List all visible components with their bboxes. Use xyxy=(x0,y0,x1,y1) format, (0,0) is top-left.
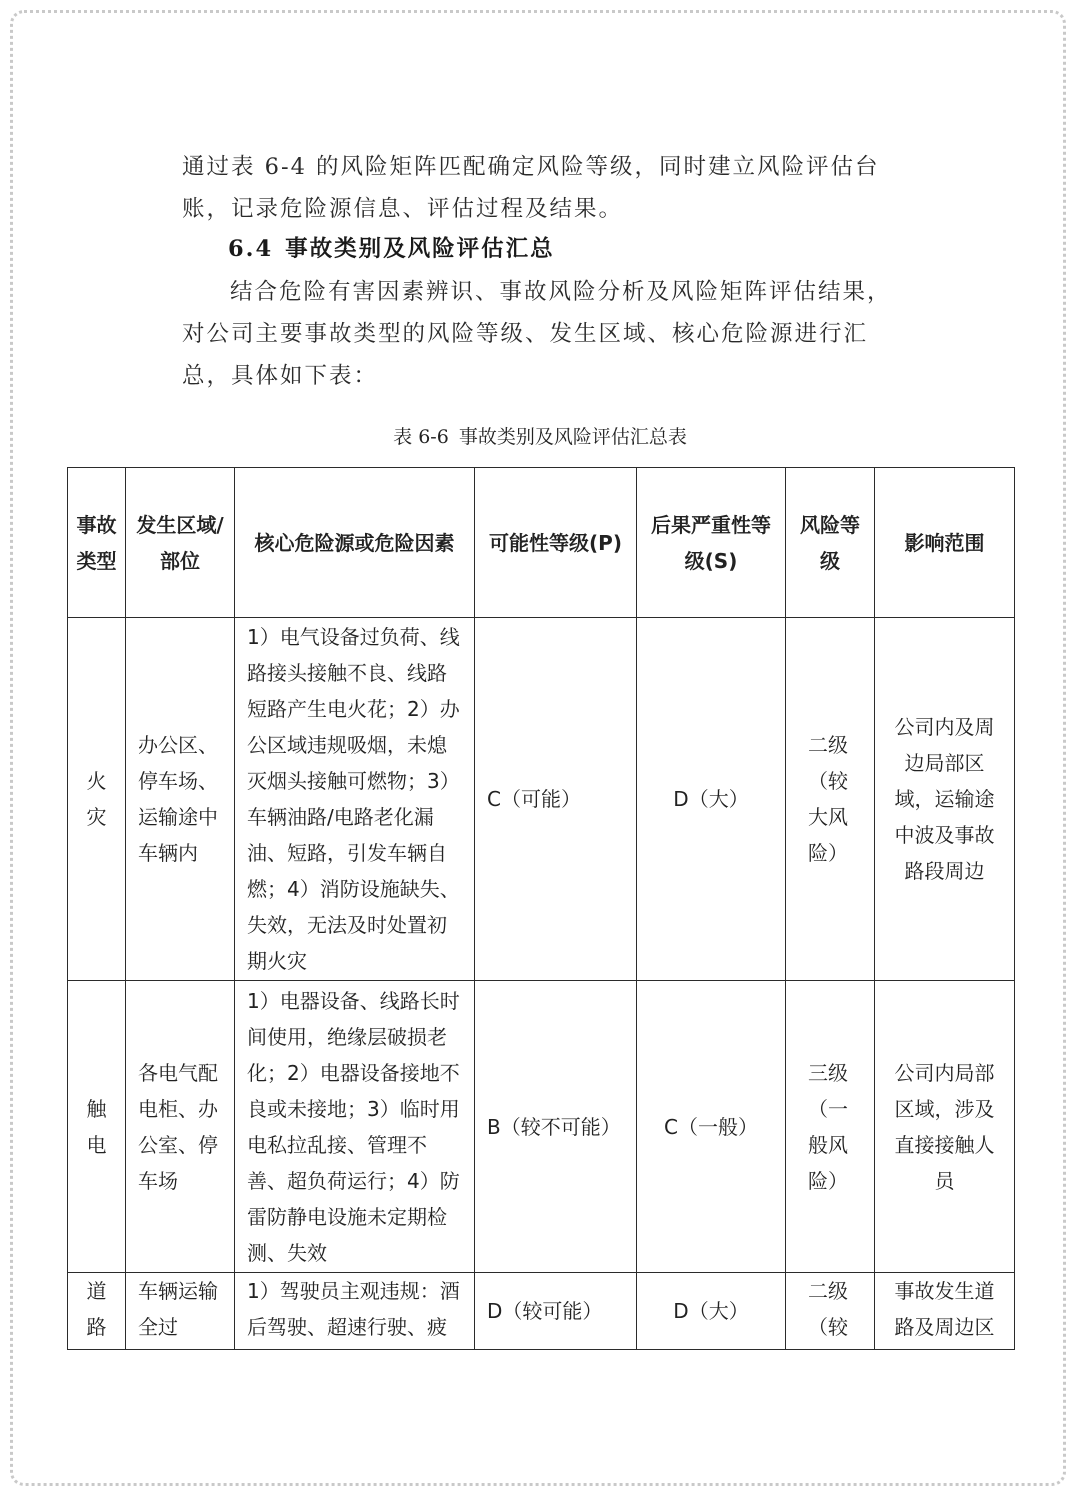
risk-summary-table xyxy=(67,467,1015,1350)
table-caption-title: 事故类别及风险评估汇总表 xyxy=(458,426,687,448)
cell-probability: D（较可能） xyxy=(475,1273,637,1350)
header-type: 事故类型 xyxy=(68,468,126,618)
section-paragraph: 结合危险有害因素辨识、事故风险分析及风险矩阵评估结果，对公司主要事故类型的风险等级、发生区域、核心危险源进行汇总，具体如下表： xyxy=(182,279,892,389)
cell-scope: 公司内局部区域，涉及直接接触人员 xyxy=(875,981,1015,1273)
cell-risk: 二级（较大风险） xyxy=(786,618,875,981)
cell-probability: C（可能） xyxy=(475,618,637,981)
cell-hazard: 1）电气设备过负荷、线路接头接触不良、线路短路产生电火花；2）办公区域违规吸烟，未熄灭烟头接触可燃物；3）车辆油路/电路老化漏油、短路，引发车辆自燃；4）消防设施缺失、失效，无法及时处置初期火灾 xyxy=(235,618,475,981)
cell-risk: 二级（较 xyxy=(808,1279,848,1339)
cell-type: 道路 xyxy=(86,1279,107,1339)
section-title: 事故类别及风险评估汇总 xyxy=(285,236,555,262)
cell-severity: D（大） xyxy=(637,1273,786,1350)
cell-area: 办公区、停车场、运输途中车辆内 xyxy=(126,618,235,981)
header-area: 发生区域/部位 xyxy=(126,468,235,618)
table-header-row xyxy=(68,468,1015,618)
cell-scope: 事故发生道路及周边区 xyxy=(894,1279,995,1339)
intro-paragraph: 通过表 6-4 的风险矩阵匹配确定风险等级，同时建立风险评估台账，记录危险源信息、评估过程及结果。 xyxy=(182,154,880,222)
cell-hazard: 1）驾驶员主观违规：酒后驾驶、超速行驶、疲 xyxy=(247,1279,460,1339)
cell-hazard: 1）电器设备、线路长时间使用，绝缘层破损老化；2）电器设备接地不良或未接地；3）临时用电私拉乱接、管理不善、超负荷运行；4）防雷防静电设施未定期检测、失效 xyxy=(235,981,475,1273)
header-risk: 风险等级 xyxy=(786,468,875,618)
header-hazard: 核心危险源或危险因素 xyxy=(235,468,475,618)
table-row xyxy=(68,618,1015,981)
cell-type: 火灾 xyxy=(68,618,126,981)
cell-severity: D（大） xyxy=(637,618,786,981)
header-probability: 可能性等级(P) xyxy=(475,468,637,618)
section-heading xyxy=(228,230,555,268)
table-row xyxy=(68,981,1015,1273)
cell-probability: B（较不可能） xyxy=(475,981,637,1273)
table-caption-number: 表 6-6 xyxy=(393,426,449,448)
cell-area: 各电气配电柜、办公室、停车场 xyxy=(126,981,235,1273)
cell-area: 车辆运输全过 xyxy=(138,1279,218,1339)
section-number: 6.4 xyxy=(228,236,274,262)
cell-scope: 公司内及周边局部区域，运输途中波及事故路段周边 xyxy=(875,618,1015,981)
header-severity: 后果严重性等级(S) xyxy=(637,468,786,618)
header-scope: 影响范围 xyxy=(875,468,1015,618)
cell-risk: 三级（一般风险） xyxy=(786,981,875,1273)
table-caption xyxy=(0,422,1080,452)
cell-type: 触电 xyxy=(68,981,126,1273)
cell-severity: C（一般） xyxy=(637,981,786,1273)
table-row xyxy=(68,1273,1015,1350)
